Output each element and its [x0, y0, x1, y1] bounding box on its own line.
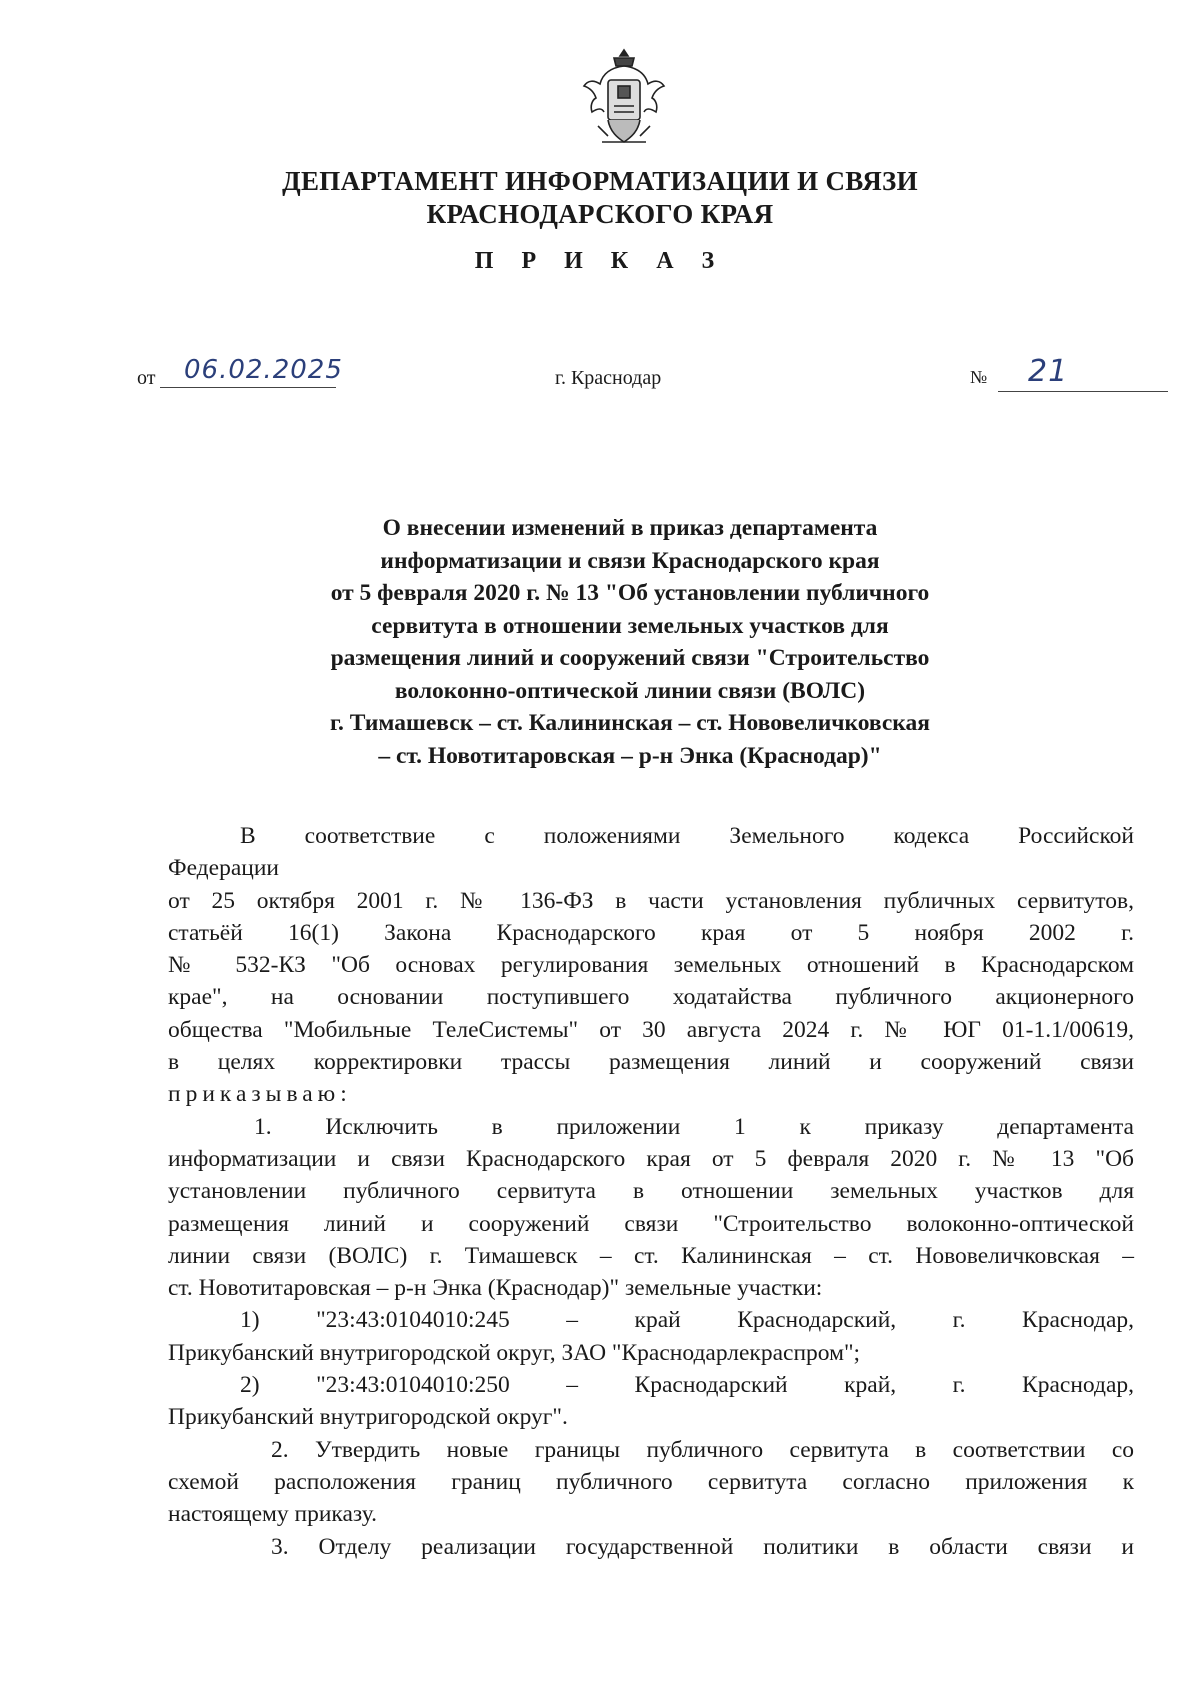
number-handwritten: 21	[1028, 354, 1069, 389]
body-line: в целях корректировки трассы размещения линий и сооружений связи	[168, 1049, 1134, 1076]
title-line: волоконно-оптической линии связи (ВОЛС)	[394, 677, 866, 704]
order-title	[230, 512, 1030, 772]
title-line: г. Тимашевск – ст. Калининская – ст. Нововеличковская	[330, 710, 930, 736]
body-line: установлении публичного сервитута в отношении земельных участков для	[168, 1178, 1134, 1205]
number-field	[998, 355, 1168, 392]
body-line: настоящему приказу.	[168, 1501, 377, 1528]
date-prefix: от	[137, 367, 156, 389]
title-line: – ст. Новотитаровская – р-н Энка (Краснодар)"	[378, 742, 882, 769]
city-label: г. Краснодар	[555, 367, 662, 389]
title-line: О внесении изменений в приказ департамента	[382, 515, 878, 541]
body-line: линии связи (ВОЛС) г. Тимашевск – ст. Калининская – ст. Нововеличковская –	[168, 1242, 1134, 1269]
title-line: сервитута в отношении земельных участков для	[371, 612, 889, 639]
body-line: размещения линий и сооружений связи "Строительство волоконно-оптической	[168, 1210, 1134, 1237]
body-line: ст. Новотитаровская – р-н Энка (Краснодар)" земельные участки:	[168, 1275, 823, 1302]
body-line: 1. Исключить в приложении 1 к приказу департамента	[254, 1113, 1134, 1140]
body-line: общества "Мобильные ТелеСистемы" от 30 августа 2024 г. № ЮГ 01-1.1/00619,	[168, 1016, 1134, 1043]
body-line: 1) "23:43:0104010:245 – край Краснодарский, г. Краснодар,	[240, 1307, 1134, 1334]
date-field	[160, 355, 343, 388]
order-body	[168, 820, 1134, 1563]
body-line: от 25 октября 2001 г. № 136-ФЗ в части установления публичных сервитутов,	[168, 887, 1134, 914]
number-prefix: №	[970, 367, 988, 387]
body-line: Прикубанский внутригородской округ, ЗАО "Краснодарлекраспром";	[168, 1339, 861, 1366]
org-line-2: КРАСНОДАРСКОГО КРАЯ	[426, 199, 774, 229]
body-line: № 532-КЗ "Об основах регулирования земельных отношений в Краснодарском	[168, 952, 1134, 979]
body-line: 2. Утвердить новые границы публичного сервитута в соответствии со	[271, 1436, 1134, 1463]
body-line: Прикубанский внутригородской округ".	[168, 1404, 568, 1431]
title-line: размещения линий и сооружений связи "Строительство	[330, 645, 930, 671]
body-line: 3. Отделу реализации государственной политики в области связи и	[271, 1533, 1134, 1560]
title-line: от 5 февраля 2020 г. № 13 "Об установлении публичного	[330, 580, 930, 606]
order-meta-row	[0, 355, 1200, 395]
date-handwritten: 06.02.2025	[184, 355, 343, 385]
document-type: П Р И К А З	[474, 248, 726, 274]
body-line: приказываю:	[168, 1081, 352, 1108]
body-line: информатизации и связи Краснодарского края от 5 февраля 2020 г. № 13 "Об	[168, 1145, 1134, 1172]
coat-of-arms-emblem	[578, 46, 670, 150]
body-line: В соответствие с положениями Земельного кодекса Российской	[240, 823, 1134, 849]
body-line: схемой расположения границ публичного сервитута согласно приложения к	[168, 1468, 1134, 1495]
body-line: крае", на основании поступившего ходатайства публичного акционерного	[168, 984, 1134, 1011]
body-line: 2) "23:43:0104010:250 – Краснодарский край, г. Краснодар,	[240, 1372, 1134, 1399]
body-line: Федерации	[168, 855, 279, 882]
body-line: статьёй 16(1) Закона Краснодарского края от 5 ноября 2002 г.	[168, 919, 1134, 946]
org-line-1: ДЕПАРТАМЕНТ ИНФОРМАТИЗАЦИИ И СВЯЗИ	[282, 166, 918, 196]
title-line: информатизации и связи Краснодарского края	[380, 547, 880, 574]
organization-name	[150, 165, 1050, 231]
